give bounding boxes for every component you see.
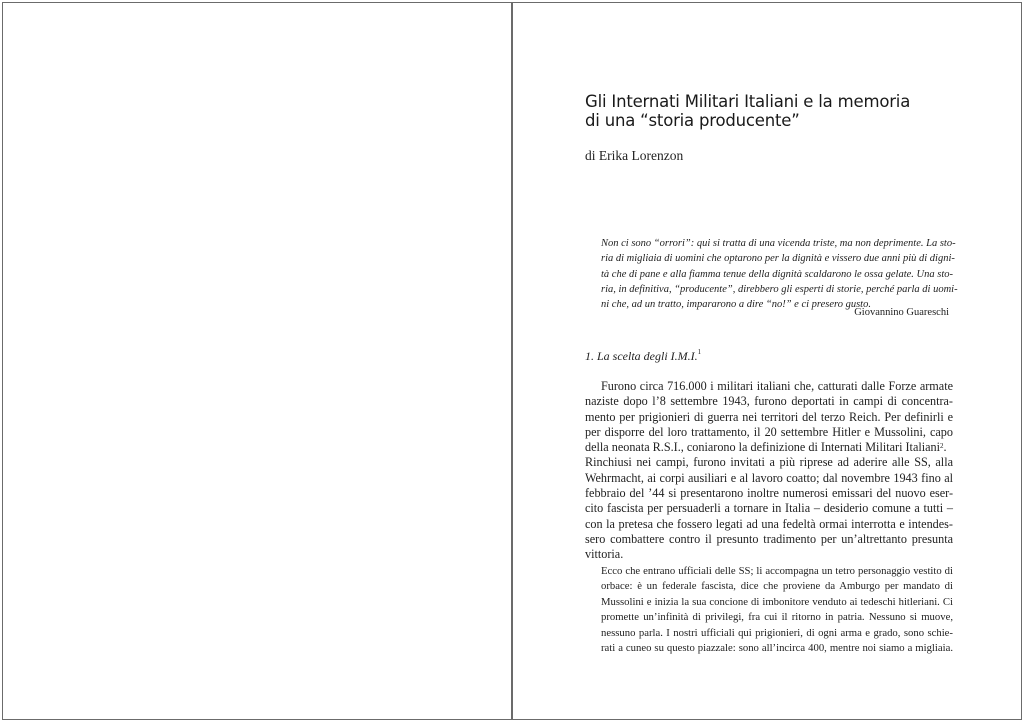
quote-line: orbace: è un federale fascista, dice che proviene da Amburgo per mandato di [601,580,953,593]
epigraph-line: ni che, ad un tratto, impararono a dire “no!” e ci presero gusto. [601,299,871,311]
left-page [2,2,512,720]
right-page [512,2,1022,720]
body-line [585,440,953,455]
body-line: sero combattere contro il presunto tradimento per un’altrettanto presunta [585,531,953,546]
quote-line: Mussolini e inizia la sua concione di imbonitore venduto ai tedeschi hitleriani. Ci [601,595,953,608]
body-line: febbraio del ’44 si presentarono inoltre numerosi emissari del nuovo eser- [585,486,953,501]
epigraph [601,236,958,312]
quote-line: promette un’infinità di privilegi, fra cui il ritorno in patria. Nessuno si muove, [601,611,953,624]
body-line: con la pretesa che fossero legati ad una fedeltà ormai interrotta e intendes- [585,516,953,531]
epigraph-line: ria di migliaia di uomini che optarono per la dignità e vissero due anni più di digni- [601,253,955,265]
body-line-text: della neonata R.S.I., coniarono la definizione di Internati Militari Italiani [585,440,941,455]
title-line: Gli Internati Militari Italiani e la memoria [585,92,911,111]
footnote-ref: 2 [940,442,944,451]
article-author: di Erika Lorenzon [585,148,684,163]
title-line: di una “storia producente” [585,111,800,130]
body-line-suffix: . [943,440,947,455]
body-line: per disporre del loro trattamento, il 20 settembre Hitler e Mussolini, capo [585,424,953,439]
body-paragraph [585,379,953,563]
article-title [585,92,985,130]
body-line: vittoria. [585,547,624,562]
epigraph-line: tà che di pane e alla fiamma tenue della dignità scaldarono le ossa gelate. Una sto- [601,268,953,280]
body-line: Furono circa 716.000 i militari italiani che, catturati dalle Forze armate [601,379,953,393]
block-quote [601,564,953,656]
quote-line: Ecco che entrano ufficiali delle SS; li accompagna un tetro personaggio vestito di [601,565,953,577]
epigraph-line: Non ci sono “orrori”: qui si tratta di una vicenda triste, ma non deprimente. La sto- [601,238,956,249]
epigraph-attribution: Giovannino Guareschi [854,307,949,318]
section-heading-text: 1. La scelta degli I.M.I. [585,349,698,363]
section-heading [585,349,701,364]
body-line: mento per prigionieri di guerra nei territori del terzo Reich. Per definirli e [585,409,953,424]
body-line: naziste dopo l’8 settembre 1943, furono deportati in campi di concentra- [585,394,953,409]
body-line: Rinchiusi nei campi, furono invitati a più riprese ad aderire alle SS, alla [585,455,953,470]
body-line: Wehrmacht, ai corpi ausiliari e al lavoro coatto; dal novembre 1943 fino al [585,470,953,485]
footnote-ref: 1 [697,348,702,356]
epigraph-line: ria, in definitiva, “producente”, direbbero gli esperti di storie, perché parla di uomi- [601,283,958,295]
quote-line: rati a cuneo su questo piazzale: sono all’incirca 400, mentre noi siamo a migliaia. [601,642,953,655]
quote-line: nessuno parla. I nostri ufficiali qui prigionieri, di ogni arma e grado, sono schie- [601,626,953,639]
body-line: cito fascista per persuaderli a tornare in Italia – desiderio comune a tutti – [585,501,953,516]
